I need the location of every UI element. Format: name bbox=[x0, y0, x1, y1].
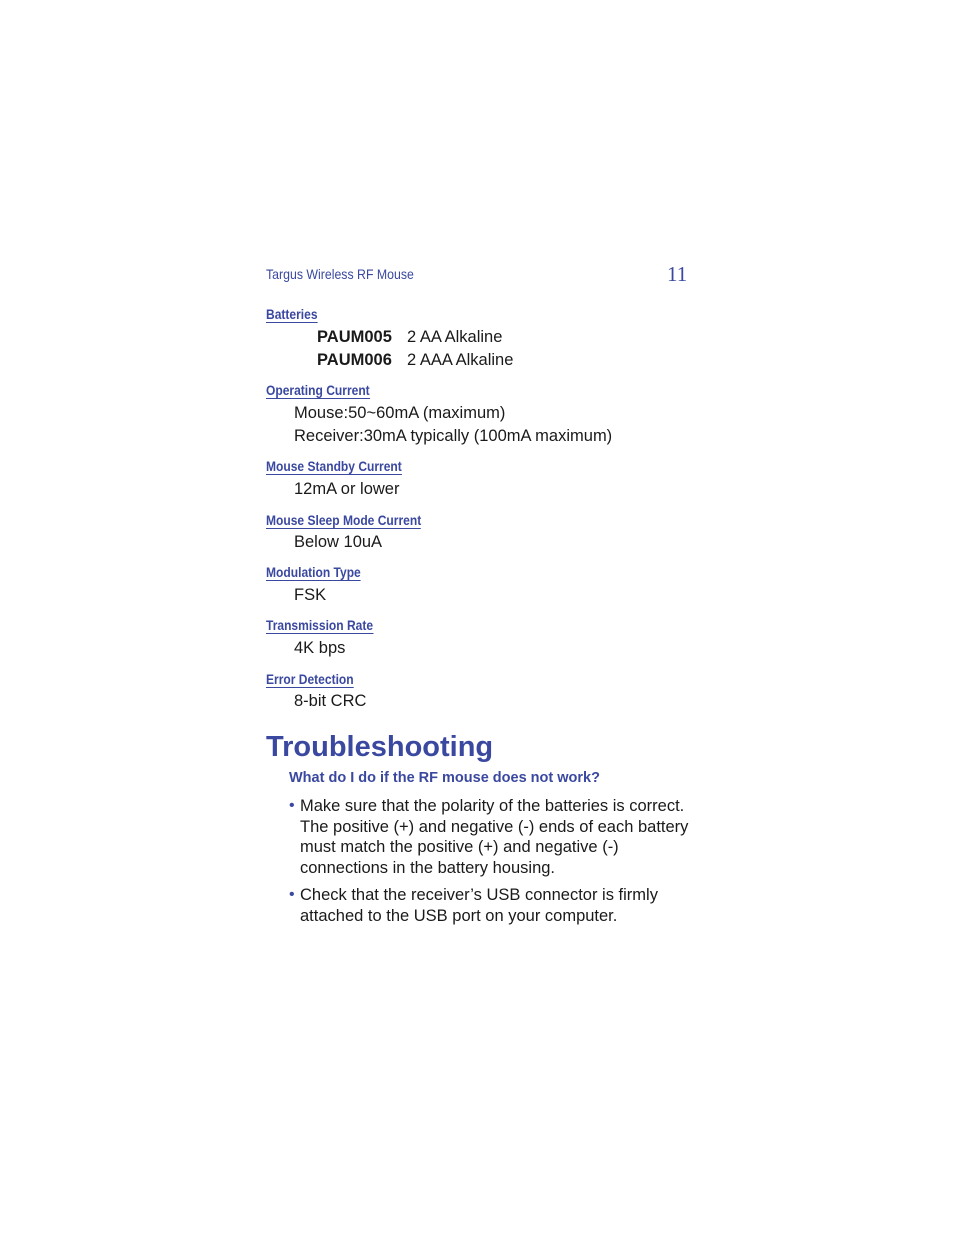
battery-model-1: PAUM005 bbox=[317, 328, 392, 346]
error-detection-heading: Error Detection bbox=[266, 671, 354, 687]
troubleshooting-question: What do I do if the RF mouse does not work? bbox=[289, 770, 600, 786]
operating-current-receiver: Receiver:30mA typically (100mA maximum) bbox=[294, 427, 613, 445]
bullet-icon: • bbox=[289, 797, 295, 814]
bullet-icon: • bbox=[289, 886, 295, 903]
error-detection-value: 8-bit CRC bbox=[294, 692, 367, 710]
battery-desc-1: 2 AA Alkaline bbox=[407, 328, 503, 346]
transmission-heading: Transmission Rate bbox=[266, 617, 374, 633]
battery-model-2: PAUM006 bbox=[317, 351, 392, 369]
standby-current-value: 12mA or lower bbox=[294, 480, 400, 498]
list-item bbox=[289, 885, 689, 926]
operating-current-heading: Operating Current bbox=[266, 382, 370, 398]
header-title: Targus Wireless RF Mouse bbox=[266, 266, 414, 282]
sleep-current-value: Below 10uA bbox=[294, 533, 383, 551]
troubleshooting-title: Troubleshooting bbox=[266, 731, 494, 763]
bullet-text: Check that the receiver’s USB connector is firmly attached to the USB port on your computer. bbox=[300, 886, 658, 925]
standby-current-heading: Mouse Standby Current bbox=[266, 458, 402, 474]
battery-desc-2: 2 AAA Alkaline bbox=[407, 351, 514, 369]
page-number: 11 bbox=[667, 262, 688, 286]
operating-current-mouse: Mouse:50~60mA (maximum) bbox=[294, 404, 506, 422]
list-item bbox=[289, 796, 689, 878]
modulation-value: FSK bbox=[294, 586, 327, 604]
transmission-value: 4K bps bbox=[294, 639, 346, 657]
batteries-heading: Batteries bbox=[266, 306, 318, 322]
sleep-current-heading: Mouse Sleep Mode Current bbox=[266, 512, 422, 528]
bullet-text: Make sure that the polarity of the batteries is correct. The positive (+) and negative (-) ends of each battery must match the positive (+) and negative (-) connections in the battery housing. bbox=[300, 797, 689, 877]
modulation-heading: Modulation Type bbox=[266, 564, 361, 580]
